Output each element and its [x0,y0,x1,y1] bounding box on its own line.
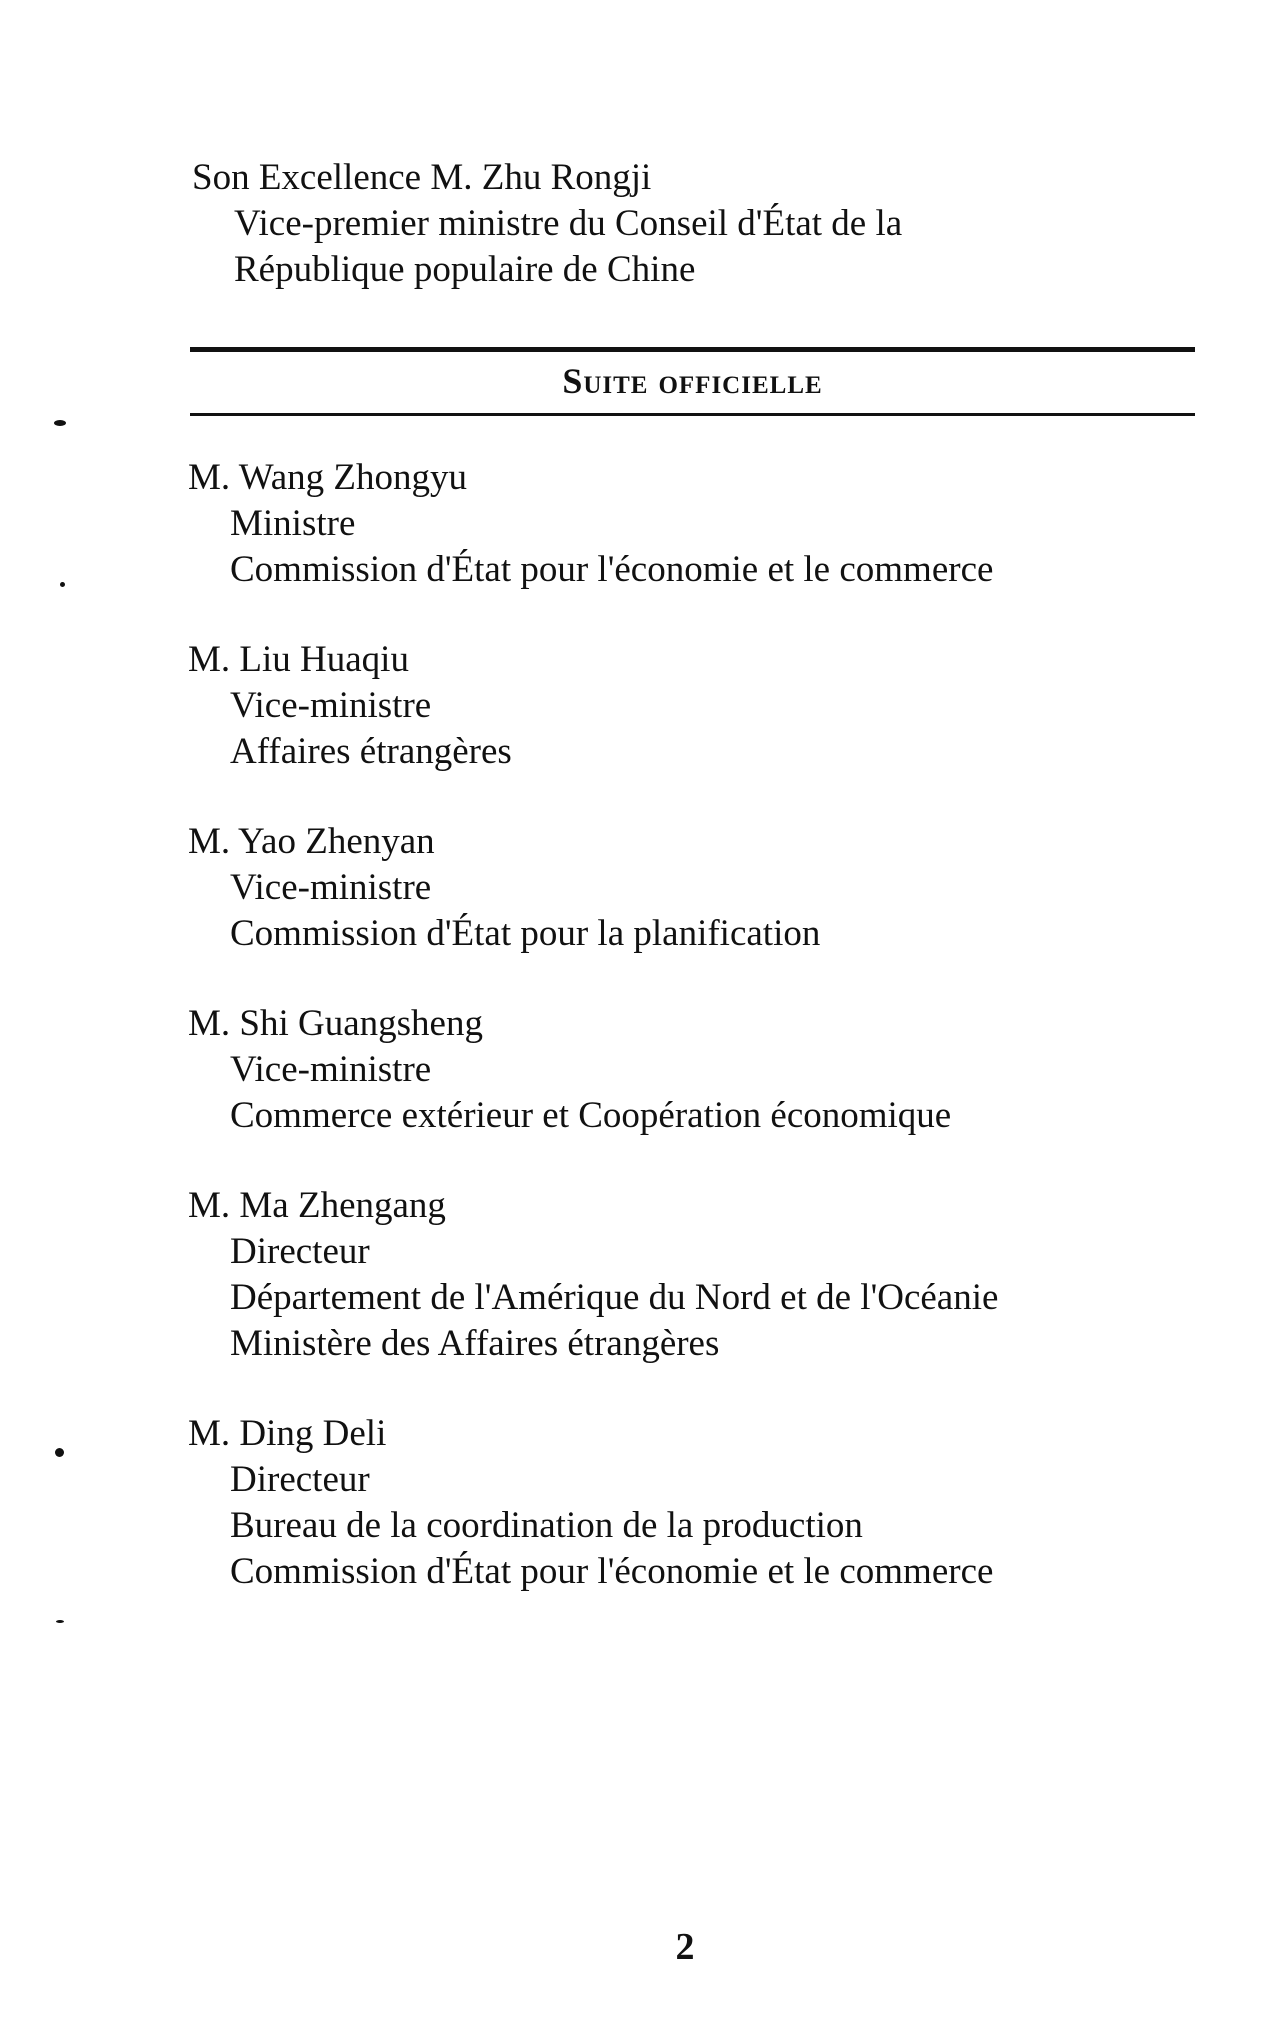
delegate-entry [188,637,1228,775]
delegate-name: M. Liu Huaqiu [188,639,409,680]
delegate-role: Vice-ministre [230,685,432,726]
delegate-affiliation: Affaires étrangères [230,731,512,772]
delegate-name: M. Ma Zhengang [188,1185,446,1226]
dignitary-name: Son Excellence M. Zhu Rongji [192,157,652,198]
delegate-affiliation: Département de l'Amérique du Nord et de l'Océanie [230,1277,999,1318]
delegate-role: Directeur [230,1459,370,1500]
delegate-entry [188,455,1228,593]
delegation-list [188,455,1228,1639]
delegate-name: M. Wang Zhongyu [188,457,467,498]
dignitary-title-line: République populaire de Chine [234,249,696,290]
delegate-entry [188,1411,1228,1595]
delegate-affiliation: Commission d'État pour la planification [230,913,821,954]
delegate-role: Directeur [230,1231,370,1272]
delegate-entry [188,1183,1228,1367]
head-dignitary [192,155,1192,293]
section-rule-top [190,347,1195,352]
delegate-name: M. Shi Guangsheng [188,1003,483,1044]
delegate-affiliation: Commerce extérieur et Coopération économique [230,1095,952,1136]
delegate-affiliation: Commission d'État pour l'économie et le commerce [230,549,994,590]
delegate-entry [188,819,1228,957]
scan-speck [60,582,65,587]
delegate-affiliation: Bureau de la coordination de la production [230,1505,863,1546]
delegate-role: Vice-ministre [230,1049,432,1090]
delegate-name: M. Yao Zhenyan [188,821,435,862]
scan-speck [56,1620,64,1623]
page-number: 2 [675,1926,695,1968]
dignitary-title-line: Vice-premier ministre du Conseil d'État de la [234,203,903,244]
section-title: Suite officielle [562,361,823,401]
delegate-affiliation: Ministère des Affaires étrangères [230,1323,720,1364]
scan-speck [54,420,66,426]
delegate-affiliation: Commission d'État pour l'économie et le commerce [230,1551,994,1592]
delegate-name: M. Ding Deli [188,1413,387,1454]
delegate-role: Vice-ministre [230,867,432,908]
delegate-entry [188,1001,1228,1139]
scan-speck [55,1448,64,1457]
section-rule-bottom [190,413,1195,416]
delegate-role: Ministre [230,503,356,544]
